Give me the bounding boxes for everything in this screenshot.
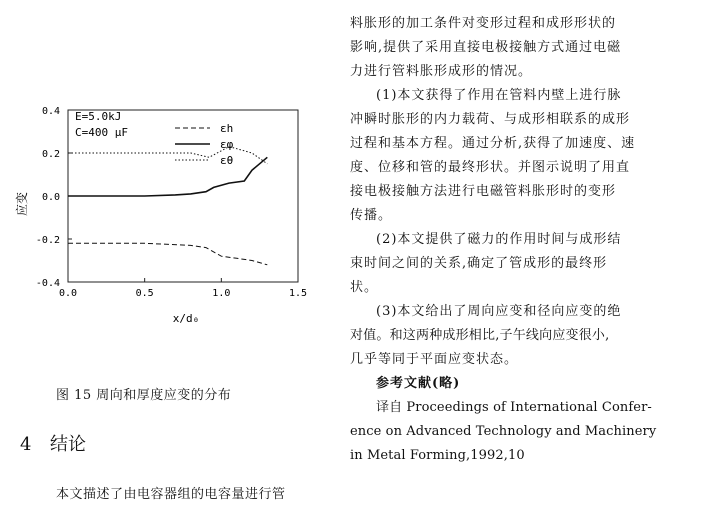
x-axis-label: x/d₀ bbox=[172, 312, 200, 325]
annotation-capacitance: C=400 μF bbox=[75, 126, 128, 139]
body-line: 传播。 bbox=[350, 208, 393, 223]
body-line: 度、位移和管的最终形状。并图示说明了用直 bbox=[350, 160, 631, 175]
x-tick-label: 1.5 bbox=[288, 288, 308, 299]
legend-label: εφ bbox=[220, 138, 234, 151]
reference-line: ence on Advanced Technology and Machinery bbox=[350, 424, 657, 439]
legend-label: εθ bbox=[220, 154, 234, 167]
y-tick-label: 0.2 bbox=[41, 149, 60, 160]
x-tick-label: 0.0 bbox=[58, 288, 78, 299]
body-line: 冲瞬时胀形的内力载荷、与成形相联系的成形 bbox=[350, 112, 631, 127]
references-heading: 参考文献(略) bbox=[376, 376, 461, 391]
body-line: 料胀形的加工条件对变形过程和成形形状的 bbox=[350, 16, 617, 31]
figure-caption: 图 15 周向和厚度应变的分布 bbox=[56, 388, 232, 403]
body-line: 状。 bbox=[350, 280, 379, 295]
y-tick-label: 0.4 bbox=[41, 106, 60, 117]
section-heading bbox=[20, 430, 86, 456]
x-tick-label: 0.5 bbox=[135, 288, 154, 299]
body-line: 接电极接触方法进行电磁管料胀形时的变形 bbox=[350, 184, 617, 199]
y-tick-label: -0.2 bbox=[35, 235, 60, 246]
legend-label: εh bbox=[220, 122, 234, 135]
series-line-solid bbox=[68, 157, 267, 196]
body-line: 几乎等同于平面应变状态。 bbox=[350, 352, 519, 367]
body-line: 影响,提供了采用直接电极接触方式通过电磁 bbox=[350, 40, 622, 55]
body-line: (3)本文给出了周向应变和径向应变的绝 bbox=[376, 304, 622, 319]
y-tick-label: 0.0 bbox=[41, 192, 60, 203]
series-line-dotted bbox=[68, 147, 267, 164]
right-column bbox=[350, 12, 710, 468]
y-tick-label: -0.4 bbox=[35, 278, 60, 289]
y-axis-label: 应变 bbox=[15, 191, 29, 217]
body-line: 束时间之间的关系,确定了管成形的最终形 bbox=[350, 256, 608, 271]
chart-svg bbox=[0, 100, 340, 340]
left-paragraph: 本文描述了由电容器组的电容量进行管 bbox=[56, 487, 286, 502]
body-line: 力进行管料胀形成形的情况。 bbox=[350, 64, 533, 79]
reference-line: in Metal Forming,1992,10 bbox=[350, 448, 525, 463]
body-line: (2)本文提供了磁力的作用时间与成形结 bbox=[376, 232, 622, 247]
section-title: 结论 bbox=[50, 434, 86, 455]
body-line: 对值。和这两种成形相比,子午线向应变很小, bbox=[350, 328, 610, 343]
section-number: 4 bbox=[20, 434, 32, 455]
reference-line: 译自 Proceedings of International Confer- bbox=[376, 400, 652, 415]
series-line-dashed bbox=[68, 243, 267, 264]
annotation-energy: E=5.0kJ bbox=[75, 110, 122, 123]
x-tick-label: 1.0 bbox=[212, 288, 231, 299]
body-line: (1)本文获得了作用在管料内壁上进行脉 bbox=[376, 88, 622, 103]
body-line: 过程和基本方程。通过分析,获得了加速度、速 bbox=[350, 136, 636, 151]
strain-chart bbox=[0, 100, 340, 340]
